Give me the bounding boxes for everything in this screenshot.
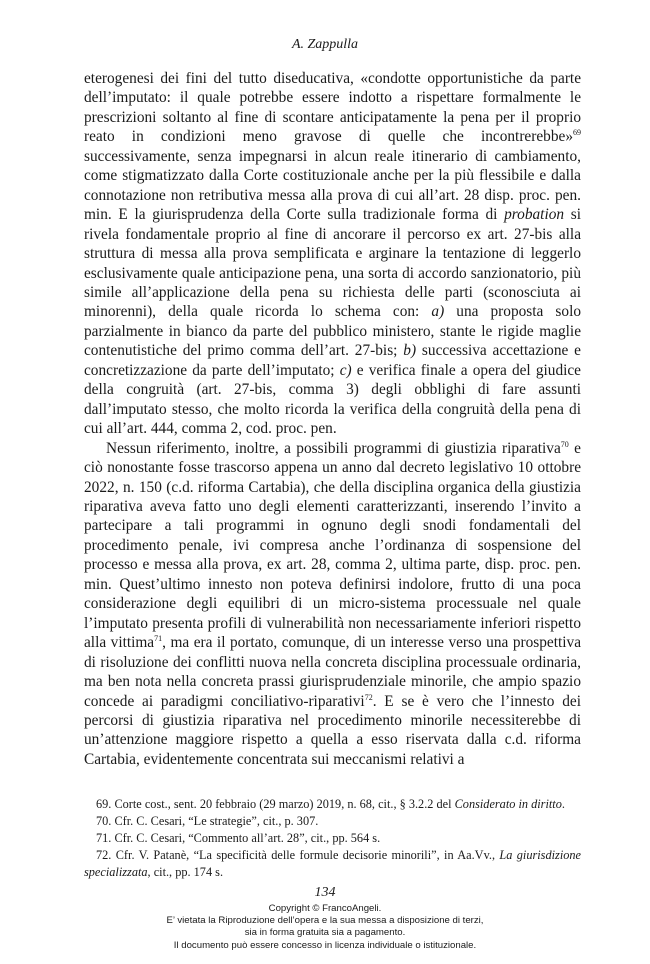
- footnote-71: 71. Cfr. C. Cesari, “Commento all’art. 28”, cit., pp. 564 s.: [96, 831, 381, 845]
- text-run: eterogenesi dei fini del tutto diseducativa, «condotte opportunistiche da parte dell’imputato: il quale potrebbe essere indotto a rispettare formalmente le prescrizioni soltanto al fine di scontare anticipatamente la pena per il proprio reato in condizioni meno gravose di quelle che incontrerebbe»: [84, 70, 581, 146]
- text-run: Nessun riferimento, inoltre, a possibili programmi di giustizia riparativa: [106, 439, 561, 457]
- running-header: A. Zappulla: [291, 37, 359, 52]
- page-number: 134: [314, 885, 336, 900]
- text-run: e verifica finale a opera del giudice della congruità (art. 27-bis, comma 3) degli obblighi di fare assunti dall’imputato stesso, che molto ricorda la verifica della congruità della pena di cui all’art. 444, comma 2, cod. proc. pen.: [84, 361, 581, 438]
- footnote-ref-70[interactable]: 70: [560, 439, 569, 449]
- footnote-ref-72[interactable]: 72: [364, 692, 373, 702]
- copyright-line: E’ vietata la Riproduzione dell’opera e la sua messa a disposizione di terzi,: [166, 915, 484, 927]
- italic-term: probation: [504, 206, 565, 224]
- text-run: . E se è vero che l’innesto dei percorsi di giustizia riparativa nel procedimento minorile necessiterebbe di un’attenzione maggiore rispetto a quella a esso riservata dalla c.d. riforma Cartabia, evidentemente concentrata sui meccanismi relativi a: [84, 692, 581, 768]
- footnote-ref-71[interactable]: 71: [154, 634, 163, 644]
- list-marker: b): [403, 342, 417, 360]
- copyright-line: sia in forma gratuita sia a pagamento.: [244, 927, 406, 939]
- footnote-69: [84, 796, 581, 813]
- list-marker: a): [431, 303, 445, 321]
- text-run: e ciò nonostante fosse trascorso appena un anno dal decreto legislativo 10 ottobre 2022, n. 150 (c.d. riforma Cartabia), che della disciplina organica della giustizia riparativa aveva fatto uno degli elementi caratterizzanti, inserendo l’invito a partecipare a tali programmi in ognuno degli snodi fondamentali del procedimento penale, ivi compresa anche l’ordinanza di sospensione del processo e messa alla prova, ex art. 28, comma 2, ultima parte, disp. proc. pen. min. Quest’ultimo innesto non poteva definirsi indolore, frutto di una poca considerazione degli equilibri di un micro-sistema processuale nel quale l’imputato presenta profili di vulnerabilità non necessariamente inferiori rispetto alla vittima: [84, 439, 581, 652]
- text-run: si rivela fondamentale proprio al fine di ancorare il percorso ex art. 27-bis alla struttura di messa alla prova semplificata e arginare la tentazione di leggerlo esclusivamente quale anticipazione pena, una sorta di accordo sanzionatorio, più simile all’applicazione della pena su richiesta delle parti (sconosciuta ai minorenni), della quale ricorda lo schema con:: [84, 206, 581, 321]
- paragraph-2: [84, 439, 581, 770]
- footnote-text: .: [561, 797, 565, 811]
- footnote-ref-69[interactable]: 69: [573, 128, 581, 138]
- copyright-notice: [0, 903, 650, 952]
- text-run: successiva accettazione e concretizzazione da parte dell’imputato;: [84, 342, 581, 379]
- footnote-text: 72. Cfr. V. Patanè, “La specificità delle formule decisorie minorili”, in Aa.Vv.,: [96, 848, 500, 862]
- text-run: una proposta solo parzialmente in bianco da parte del pubblico ministero, stante le rigide maglie contenutistiche del primo comma dell’art. 27-bis;: [84, 303, 582, 360]
- paragraph-1: [84, 69, 581, 439]
- text-run: , ma era il portato, comunque, di un interesse verso una prospettiva di risoluzione dei conflitti nuova nella concreta disciplina processuale ordinaria, ma ben nota nella concreta prassi giurisprudenziale minorile, che ampio spazio concede ai paradigmi conciliativo-riparativi: [84, 634, 582, 710]
- body-text: [84, 69, 581, 769]
- copyright-line: Copyright © FrancoAngeli.: [268, 903, 382, 914]
- footnote-text: , cit., pp. 174 s.: [147, 865, 224, 879]
- text-run: successivamente, senza impegnarsi in alcun reale itinerario di cambiamento, come stigmatizzato dalla Corte costituzionale anche per la più flessibile e dalla connotazione non retributiva messa alla prova di cui all’art. 28 disp. proc. pen. min. E la giurisprudenza della Corte sulla tradizionale forma di: [84, 147, 581, 224]
- list-marker: c): [339, 361, 352, 379]
- copyright-line: Il documento può essere concesso in licenza individuale o istituzionale.: [173, 939, 477, 951]
- footnote-text: 69. Corte cost., sent. 20 febbraio (29 marzo) 2019, n. 68, cit., § 3.2.2 del: [96, 797, 455, 811]
- footnote-italic: Considerato in diritto: [454, 797, 562, 811]
- footnote-italic: La giurisdizione specializzata: [84, 848, 581, 879]
- footnote-70: 70. Cfr. C. Cesari, “Le strategie”, cit., p. 307.: [96, 814, 319, 828]
- footnote-72: [84, 847, 581, 881]
- footnotes: [84, 796, 581, 881]
